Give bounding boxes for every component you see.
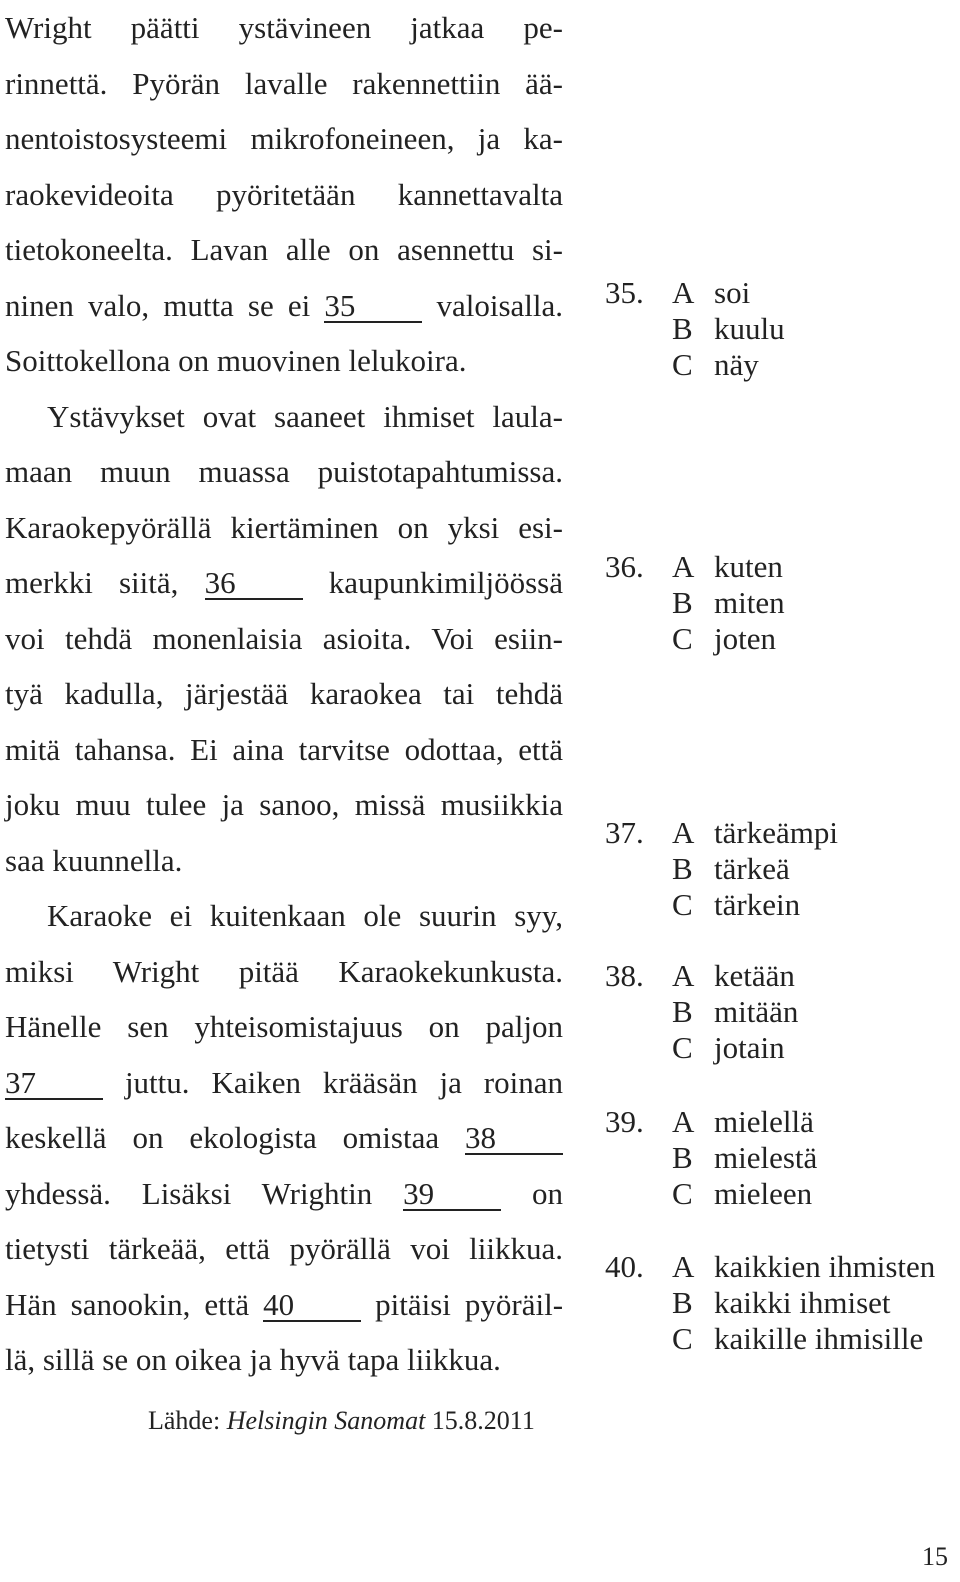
source-prefix: Lähde: xyxy=(148,1406,221,1435)
gap-40: 40 xyxy=(263,1289,361,1322)
option-b xyxy=(672,311,785,347)
option-letter: C xyxy=(672,1321,693,1356)
option-text: kuulu xyxy=(714,311,785,346)
option-letter: B xyxy=(672,994,693,1029)
gap-38: 38 xyxy=(465,1122,563,1155)
option-letter: B xyxy=(672,585,693,620)
option-letter: B xyxy=(672,1285,693,1320)
option-letter: C xyxy=(672,1030,693,1065)
passage-line: tietysti tärkeää, että pyörällä voi liikkua. xyxy=(5,1231,563,1266)
option-text: soi xyxy=(714,275,751,310)
option-letter: C xyxy=(672,887,693,922)
passage-fragment: kaupunkimiljöössä xyxy=(328,565,563,600)
option-letter: C xyxy=(672,621,693,656)
option-b xyxy=(672,1285,891,1321)
question-number: 38. xyxy=(605,958,644,993)
passage-line xyxy=(5,1166,563,1222)
option-text: kuten xyxy=(714,549,783,584)
option-b xyxy=(672,994,798,1030)
passage-line: Wright päätti ystävineen jatkaa pe- xyxy=(5,10,563,45)
option-c xyxy=(672,887,800,923)
option-text: mieleen xyxy=(714,1176,813,1211)
passage-fragment: ninen valo, mutta se ei xyxy=(5,287,311,323)
passage-line: Hänelle sen yhteisomistajuus on paljon xyxy=(5,1009,563,1044)
passage-line: raokevideoita pyöritetään kannettavalta xyxy=(5,176,563,212)
source-citation xyxy=(148,1406,535,1436)
passage-line: saa kuunnella. xyxy=(5,842,183,878)
passage-line: miksi Wright pitää Karaokekunkusta. xyxy=(5,953,563,989)
passage-fragment: pitäisi pyöräil- xyxy=(375,1286,564,1322)
option-text: tärkeämpi xyxy=(714,815,838,850)
passage-fragment: valoisalla. xyxy=(436,287,563,323)
passage-line xyxy=(5,555,563,611)
option-letter: C xyxy=(672,1176,693,1211)
option-letter: B xyxy=(672,1140,693,1175)
option-text: mielellä xyxy=(714,1104,814,1139)
option-a xyxy=(672,958,795,994)
option-text: ketään xyxy=(714,958,795,993)
option-b xyxy=(672,1140,817,1176)
option-c xyxy=(672,347,759,383)
option-text: joten xyxy=(714,621,776,656)
passage-line: voi tehdä monenlaisia asioita. Voi esiin- xyxy=(5,620,563,656)
option-a xyxy=(672,1249,935,1285)
option-text: tärkeä xyxy=(714,851,790,886)
passage-line xyxy=(5,1055,563,1111)
passage-fragment: on xyxy=(532,1175,563,1211)
passage-line: Karaokepyörällä kiertäminen on yksi esi- xyxy=(5,509,563,545)
passage-line xyxy=(5,1110,563,1166)
option-text: näy xyxy=(714,347,759,382)
passage-fragment: Hän sanookin, että xyxy=(5,1286,250,1322)
option-letter: A xyxy=(672,815,695,850)
option-text: mitään xyxy=(714,994,799,1029)
option-letter: A xyxy=(672,1104,695,1139)
passage-line: mitä tahansa. Ei aina tarvitse odottaa, että xyxy=(5,731,563,767)
passage-fragment: merkki siitä, xyxy=(5,565,179,600)
passage-line: nentoistosysteemi mikrofoneineen, ja ka- xyxy=(5,121,563,156)
passage-line: Soittokellona on muovinen lelukoira. xyxy=(5,343,467,378)
passage-line xyxy=(5,278,563,334)
option-c xyxy=(672,1030,785,1066)
passage-text xyxy=(5,0,563,1388)
passage-fragment: keskellä on ekologista omistaa xyxy=(5,1120,440,1155)
passage-line: rinnettä. Pyörän lavalle rakennettiin ää- xyxy=(5,65,563,101)
gap-39: 39 xyxy=(403,1178,501,1211)
option-text: kaikki ihmiset xyxy=(714,1285,891,1320)
passage-line: tietokoneelta. Lavan alle on asennettu si- xyxy=(5,232,563,267)
passage-fragment: juttu. Kaiken krääsän ja roinan xyxy=(124,1064,564,1100)
option-a xyxy=(672,1104,814,1140)
option-b xyxy=(672,851,790,887)
question-number: 36. xyxy=(605,549,644,584)
option-b xyxy=(672,585,785,621)
passage-line: tyä kadulla, järjestää karaokea tai tehdä xyxy=(5,676,563,711)
question-number: 37. xyxy=(605,815,644,850)
option-a xyxy=(672,549,783,585)
option-a xyxy=(672,815,838,851)
option-letter: A xyxy=(672,1249,695,1284)
option-a xyxy=(672,275,750,311)
option-text: kaikkien ihmisten xyxy=(714,1249,936,1284)
option-text: tärkein xyxy=(714,887,801,922)
option-letter: A xyxy=(672,958,695,993)
page-number: 15 xyxy=(922,1542,948,1571)
gap-35: 35 xyxy=(324,290,422,323)
option-letter: A xyxy=(672,275,695,310)
passage-line: Karaoke ei kuitenkaan ole suurin syy, xyxy=(47,898,563,933)
option-text: mielestä xyxy=(714,1140,818,1175)
option-c xyxy=(672,1321,923,1357)
option-letter: B xyxy=(672,311,693,346)
passage-fragment: yhdessä. Lisäksi Wrightin xyxy=(5,1175,373,1211)
question-number: 40. xyxy=(605,1249,644,1284)
option-c xyxy=(672,621,776,657)
question-number: 39. xyxy=(605,1104,644,1139)
option-letter: A xyxy=(672,549,695,584)
passage-line xyxy=(5,1277,563,1333)
option-text: miten xyxy=(714,585,785,620)
option-text: kaikille ihmisille xyxy=(714,1321,924,1356)
option-letter: B xyxy=(672,851,693,886)
gap-37: 37 xyxy=(5,1067,103,1100)
option-letter: C xyxy=(672,347,693,382)
passage-line: joku muu tulee ja sanoo, missä musiikkia xyxy=(5,787,563,822)
source-publication: Helsingin Sanomat xyxy=(226,1406,426,1435)
passage-line: Ystävykset ovat saaneet ihmiset laula- xyxy=(47,398,563,434)
source-date: 15.8.2011 xyxy=(431,1406,535,1435)
passage-line: maan muun muassa puistotapahtumissa. xyxy=(5,454,563,489)
option-c xyxy=(672,1176,812,1212)
question-number: 35. xyxy=(605,275,644,310)
passage-line: lä, sillä se on oikea ja hyvä tapa liikkua. xyxy=(5,1342,501,1377)
option-text: jotain xyxy=(714,1030,785,1065)
gap-36: 36 xyxy=(205,567,303,600)
